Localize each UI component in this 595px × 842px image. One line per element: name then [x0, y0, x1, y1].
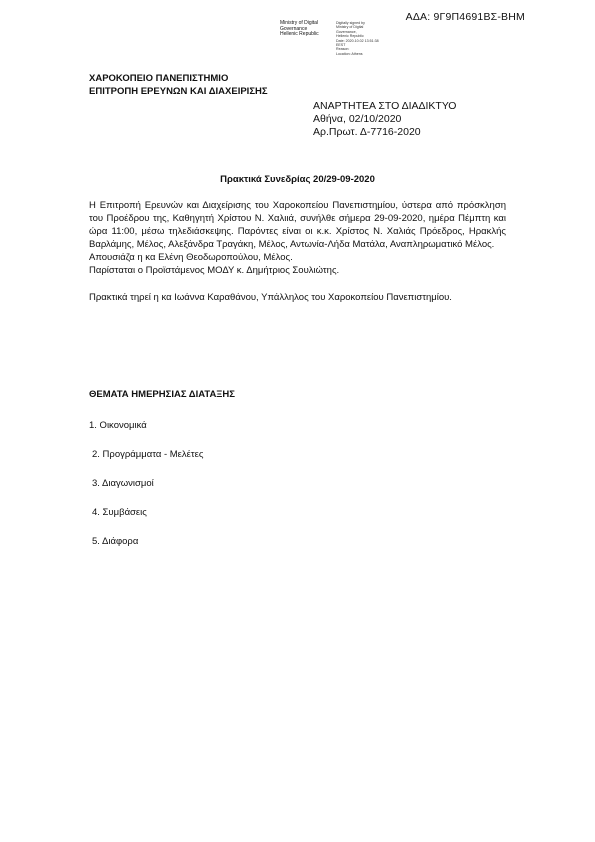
stamp-detail-line: Digitally signed by: [336, 21, 365, 25]
institution-header: [89, 72, 268, 98]
document-meta: [313, 100, 456, 140]
spacer: [89, 277, 506, 291]
stamp-detail-line: Reason:: [336, 47, 350, 52]
absent-line: Απουσιάζα η κα Ελένη Θεοδωροπούλου, Μέλος.: [89, 252, 293, 263]
stamp-detail-line: Hellenic Republic: [336, 34, 364, 39]
protocol-number: Αρ.Πρωτ. Δ-7716-2020: [313, 126, 421, 139]
stamp-issuer-line: Ministry of Digital: [280, 20, 319, 26]
stamp-issuer-line: Governance: [280, 25, 308, 32]
stamp-detail-line: Governance,: [336, 29, 357, 34]
agenda-list: [89, 420, 203, 565]
stamp-detail-line: Date: 2020.10.02 13:51:38: [336, 38, 379, 43]
agenda-item: 5. Διάφορα: [92, 536, 139, 547]
agenda-item: 2. Προγράμματα - Μελέτες: [92, 449, 204, 460]
stamp-detail-line: Location: Athens: [336, 51, 363, 56]
stamp-issuer: [280, 21, 335, 38]
agenda-item: 1. Οικονομικά: [89, 420, 147, 431]
ada-code: ΑΔΑ: 9Γ9Π4691ΒΣ-ΒΗΜ: [405, 11, 525, 23]
document-date: Αθήνα, 02/10/2020: [313, 113, 402, 126]
document-body: [89, 199, 506, 304]
stamp-detail-line: Ministry of Digital: [336, 25, 364, 30]
minutes-keeper-paragraph: Πρακτικά τηρεί η κα Ιωάννα Καραθάνου, Υπάλληλος του Χαροκοπείου Πανεπιστημίου.: [89, 292, 452, 303]
stamp-details: [336, 21, 406, 56]
agenda-title: ΘΕΜΑΤΑ ΗΜΕΡΗΣΙΑΣ ΔΙΑΤΑΞΗΣ: [89, 389, 235, 400]
agenda-item: 4. Συμβάσεις: [92, 507, 147, 518]
document-title: Πρακτικά Συνεδρίας 20/29-09-2020: [220, 174, 375, 185]
attendance-paragraph: Η Επιτροπή Ερευνών και Διαχείρισης του Χαροκοπείου Πανεπιστημίου, ύστερα από πρόσκληση του Προέδρου της, Καθηγητή Χρίστου Ν. Χαλιιά, συνήλθε σήμερα 29-09-2020, ημέρα Πέμπτη και ώρα 11:00, μέσω τηλεδιάσκεψης. Παρόντες είναι οι κ.κ. Χρίστος Ν. Χαλιάς Πρόεδρος, Ηρακλής Βαρλάμης, Μέλος, Αλεξάνδρα Τραγάκη, Μέλος, Αντωνία-Λήδα Ματάλα, Αναπληρωματικό Μέλος.: [89, 200, 506, 250]
attending-line: Παρίσταται ο Προϊστάμενος ΜΟΔΥ κ. Δημήτριος Σουλιώτης.: [89, 265, 340, 276]
university-name: ΧΑΡΟΚΟΠΕΙΟ ΠΑΝΕΠΙΣΤΗΜΙΟ: [89, 73, 229, 84]
agenda-item: 3. Διαγωνισμοί: [92, 478, 154, 489]
posting-note: ΑΝΑΡΤΗΤΕΑ ΣΤΟ ΔΙΑΔΙΚΤΥΟ: [313, 100, 457, 112]
stamp-detail-line: EEST: [336, 43, 346, 48]
committee-name: ΕΠΙΤΡΟΠΗ ΕΡΕΥΝΩΝ ΚΑΙ ΔΙΑΧΕΙΡΙΣΗΣ: [89, 86, 268, 97]
stamp-issuer-line: Hellenic Republic: [280, 31, 319, 38]
